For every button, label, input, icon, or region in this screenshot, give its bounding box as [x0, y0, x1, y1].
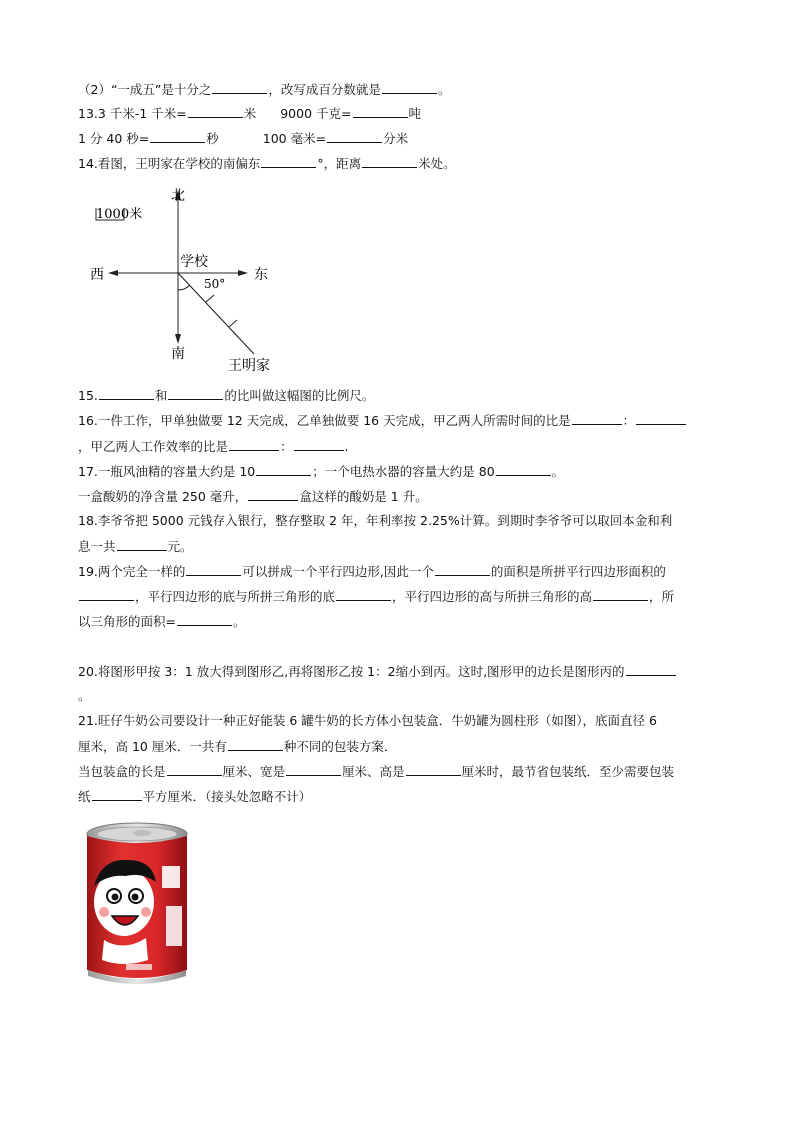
text: 厘米、高是	[342, 764, 405, 779]
tick-mark	[229, 320, 237, 327]
answer-blank[interactable]	[79, 587, 134, 601]
question-21-end	[78, 787, 718, 806]
text: 。	[78, 688, 91, 703]
text: 秒	[206, 131, 219, 146]
text: 17.一瓶风油精的容量大约是 10	[78, 464, 256, 479]
text: 元。	[167, 539, 193, 554]
text: 厘米时，最节省包装纸．至少需要包装	[461, 764, 675, 779]
answer-blank[interactable]	[167, 762, 222, 776]
question-13-row1	[78, 104, 718, 123]
text: 。	[551, 464, 565, 479]
answer-blank[interactable]	[92, 787, 142, 801]
answer-blank[interactable]	[496, 462, 551, 476]
east-arrow	[238, 270, 248, 276]
text: 当包装盒的长是	[78, 764, 166, 779]
text: ：	[280, 439, 293, 454]
answer-blank[interactable]	[435, 562, 490, 576]
question-21-dims	[78, 762, 718, 781]
south-arrow	[175, 334, 181, 344]
answer-blank[interactable]	[406, 762, 461, 776]
text: ：	[622, 413, 636, 428]
text: 9000 千克=	[280, 106, 352, 121]
question-14	[78, 154, 718, 173]
answer-blank[interactable]	[353, 104, 408, 118]
text: 以三角形的面积=	[78, 614, 176, 629]
question-13-row2	[78, 129, 718, 148]
answer-blank[interactable]	[286, 762, 341, 776]
answer-blank[interactable]	[261, 154, 316, 168]
milk-can-image	[82, 820, 192, 988]
mascot-pupil	[112, 894, 119, 901]
direction-diagram	[78, 180, 278, 380]
question-18-cont	[78, 537, 718, 556]
question-19-end	[78, 612, 718, 631]
question-16-cont	[78, 437, 718, 456]
answer-blank[interactable]	[593, 587, 648, 601]
west-arrow	[108, 270, 118, 276]
answer-blank[interactable]	[228, 737, 283, 751]
question-15	[78, 386, 718, 405]
text: 21.旺仔牛奶公司要设计一种正好能装 6 罐牛奶的长方体小包装盒．牛奶罐为圆柱形（如图），底面直径 6	[78, 713, 657, 728]
text: 和	[154, 388, 168, 403]
answer-blank[interactable]	[186, 562, 241, 576]
text: 的面积是所拼平行四边形面积的	[490, 564, 666, 579]
question-19	[78, 562, 718, 581]
answer-blank[interactable]	[150, 129, 205, 143]
south-label: 南	[171, 346, 185, 362]
text: ，所	[649, 589, 675, 604]
pull-tab	[133, 830, 151, 836]
question-17	[78, 462, 718, 481]
text: 的比叫做这幅图的比例尺。	[224, 388, 375, 403]
answer-blank[interactable]	[117, 537, 167, 551]
text: °，距离	[317, 156, 362, 171]
question-20-end	[78, 687, 718, 705]
text: .	[344, 439, 349, 454]
tick-mark	[206, 295, 214, 302]
text: 厘米，高 10 厘米．一共有	[78, 739, 227, 754]
text: ，改写成百分数就是	[268, 82, 381, 97]
question-21	[78, 712, 718, 730]
answer-blank[interactable]	[168, 386, 223, 400]
label-strip	[126, 964, 152, 970]
answer-blank[interactable]	[626, 662, 676, 676]
text: 一盒酸奶的净含量 250 毫升，	[78, 489, 248, 504]
question-20	[78, 662, 718, 681]
text: 种不同的包装方案．	[283, 739, 397, 754]
answer-blank[interactable]	[229, 437, 279, 451]
text: 纸	[78, 789, 91, 804]
question-21-cont	[78, 737, 718, 756]
answer-blank[interactable]	[248, 487, 298, 501]
text: 。	[437, 82, 451, 97]
text: 20.将图形甲按 3：1 放大得到图形乙,再将图形乙按 1：2缩小到丙。这时,图形甲的边长是图形丙的	[78, 664, 625, 679]
north-label: 北	[171, 188, 185, 204]
answer-blank[interactable]	[256, 462, 311, 476]
text: （2）“一成五”是十分之	[78, 82, 212, 97]
brand-mark	[162, 866, 180, 888]
text: ；一个电热水器的容量大约是 80	[312, 464, 495, 479]
text: 15.	[78, 388, 98, 403]
text: ，甲乙两人工作效率的比是	[78, 439, 229, 454]
text: 米	[243, 106, 257, 121]
text: 米处。	[418, 156, 456, 171]
question-16	[78, 411, 718, 430]
text: ，平行四边形的高与所拼三角形的高	[392, 589, 593, 604]
question-12-2	[78, 80, 718, 99]
mascot-pupil	[132, 894, 139, 901]
answer-blank[interactable]	[99, 386, 154, 400]
text: 平方厘米．（接头处忽略不计）	[142, 789, 312, 804]
brand-mark	[166, 906, 182, 946]
text: 息一共	[78, 539, 116, 554]
text: 18.李爷爷把 5000 元钱存入银行，整存整取 2 年，年利率按 2.25%计算。到期时李爷爷可以取回本金和利	[78, 513, 673, 528]
school-label: 学校	[180, 254, 208, 270]
answer-blank[interactable]	[188, 104, 243, 118]
text: 盒这样的酸奶是 1 升。	[299, 489, 428, 504]
text: 吨	[408, 106, 422, 121]
text: 19.两个完全一样的	[78, 564, 186, 579]
text: 1 分 40 秒=	[78, 131, 150, 146]
text: 可以拼成一个平行四边形,因此一个	[242, 564, 434, 579]
angle-label: 50°	[204, 277, 226, 291]
text: 100 毫米=	[262, 131, 327, 146]
scale-label: 1000米	[96, 207, 143, 222]
answer-blank[interactable]	[572, 411, 622, 425]
answer-blank[interactable]	[636, 411, 686, 425]
text: 厘米、宽是	[222, 764, 286, 779]
west-label: 西	[90, 267, 104, 283]
answer-blank[interactable]	[327, 129, 382, 143]
answer-blank[interactable]	[382, 80, 437, 94]
answer-blank[interactable]	[177, 612, 232, 626]
east-label: 东	[254, 267, 268, 283]
home-label: 王明家	[228, 358, 270, 374]
text: 14.看图，王明家在学校的南偏东	[78, 156, 261, 171]
answer-blank[interactable]	[362, 154, 417, 168]
mascot-cheek	[141, 907, 151, 917]
answer-blank[interactable]	[212, 80, 267, 94]
text: 16.一件工作，甲单独做要 12 天完成，乙单独做要 16 天完成，甲乙两人所需时间的比是	[78, 413, 571, 428]
answer-blank[interactable]	[294, 437, 344, 451]
answer-blank[interactable]	[336, 587, 391, 601]
question-19-cont	[78, 587, 718, 606]
text: 。	[232, 614, 246, 629]
mascot-cheek	[99, 907, 109, 917]
question-18	[78, 512, 718, 530]
text: 13.3 千米-1 千米=	[78, 106, 187, 121]
question-17-cont	[78, 487, 718, 506]
text: ，平行四边形的底与所拼三角形的底	[135, 589, 336, 604]
text: 分米	[383, 131, 409, 146]
angle-arc	[178, 285, 190, 290]
